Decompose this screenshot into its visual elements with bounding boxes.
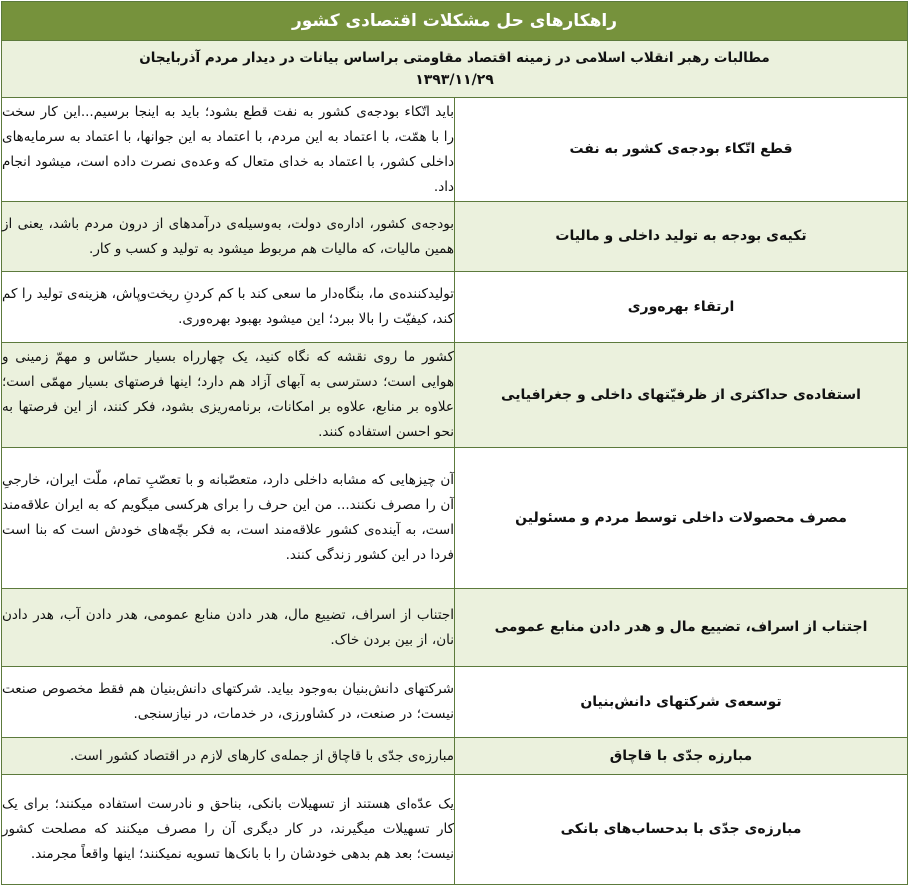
table-row: [2, 738, 908, 775]
table-row: [2, 272, 908, 343]
row-heading: مصرف محصولات داخلی توسط مردم و مسئولین: [455, 448, 908, 589]
row-text: بودجه‌ی کشور، اداره‌ی دولت، به‌وسیله‌ی درآمدهای از درون مردم باشد، یعنی از همین مالیات، که مالیات هم مربوط میشود به تولید و کسب و کار.: [2, 202, 455, 272]
table-row: [2, 589, 908, 667]
table-title: راهکارهای حل مشکلات اقتصادی کشور: [2, 2, 908, 41]
row-heading: اجتناب از اسراف، تضییع مال و هدر دادن منابع عمومی: [455, 589, 908, 667]
row-heading: مبارزه جدّی با قاچاق: [455, 738, 908, 775]
table-row: [2, 98, 908, 202]
row-text: یک عدّه‌ای هستند از تسهیلات بانکی، بناحق و نادرست استفاده میکنند؛ برای یک کار تسهیلات میگیرند، در کار دیگری آن را مصرف میکنند که مصلحت کشور نیست؛ بعد هم بدهی خودشان را با بانک‌ها تسویه نمیکنند؛ اینها واقعاً مجرمند.: [2, 775, 455, 885]
subtitle-text: مطالبات رهبر انقلاب اسلامی در زمینه اقتصاد مقاومتی براساس بیانات در دیدار مردم آذربایجان: [139, 50, 770, 66]
table-subtitle: [2, 41, 908, 98]
row-heading: قطع اتّکاء بودجه‌ی کشور به نفت: [455, 98, 908, 202]
table-row: [2, 202, 908, 272]
row-text: آن چیزهایی که مشابه داخلی دارد، متعصّبانه و با تعصّبِ تمام، ملّت ایران، خارجیِ آن را مصرف نکنند... من این حرف را برای هرکسی میگویم که به ایران علاقه‌مند است، به آینده‌ی کشور علاقه‌مند است، به فکر بچّه‌های خودش است که بنا است فردا در این کشور زندگی کنند.: [2, 448, 455, 589]
economic-solutions-table: [1, 1, 908, 885]
table-row: [2, 448, 908, 589]
row-heading: توسعه‌ی شرکتهای دانش‌بنیان: [455, 667, 908, 738]
row-text: کشور ما روی نقشه که نگاه کنید، یک چهارراه بسیار حسّاس و مهمّ زمینی و هوایی است؛ دسترسی به آبهای آزاد هم دارد؛ اینها فرصتهای بسیار مهمّی است؛ علاوه بر منابع، علاوه بر امکانات، برنامه‌ریزی بشود، فکر کنند، از این فرصتها به نحو احسن استفاده کنند.: [2, 343, 455, 448]
table-row: [2, 343, 908, 448]
row-text: باید اتّکاء بودجه‌ی کشور به نفت قطع بشود؛ باید به اینجا برسیم...این کار سخت را با همّت، با اعتماد به این مردم، با اعتماد به این جوانها، با اعتماد به سرمایه‌های داخلی کشور، با اعتماد به خدای متعال که وعده‌ی نصرت داده است، میشود انجام داد.: [2, 98, 455, 202]
row-heading: تکیه‌ی بودجه به تولید داخلی و مالیات: [455, 202, 908, 272]
table-row: [2, 667, 908, 738]
speech-date: ۱۳۹۳/۱۱/۲۹: [415, 72, 494, 88]
row-text: شرکتهای دانش‌بنیان به‌وجود بیاید. شرکتهای دانش‌بنیان هم فقط مخصوص صنعت نیست؛ در صنعت، در کشاورزی، در خدمات، در نیازسنجی.: [2, 667, 455, 738]
row-text: اجتناب از اسراف، تضییع مال، هدر دادن منابع عمومی، هدر دادن آب، هدر دادن نان، از بین بردن خاک.: [2, 589, 455, 667]
row-text: مبارزه‌ی جدّی با قاچاق از جمله‌ی کارهای لازم در اقتصاد کشور است.: [2, 738, 455, 775]
row-heading: استفاده‌ی حداکثری از ظرفیّتهای داخلی و جغرافیایی: [455, 343, 908, 448]
row-heading: ارتقاء بهره‌وری: [455, 272, 908, 343]
row-text: تولیدکننده‌ی ما، بنگاه‌دار ما سعی کند با کم کردنِ ریخت‌وپاش، هزینه‌ی تولید را کم کند، کیفیّت را بالا ببرد؛ این میشود بهبود بهره‌وری.: [2, 272, 455, 343]
row-heading: مبارزه‌ی جدّی با بدحساب‌های بانکی: [455, 775, 908, 885]
table-row: [2, 775, 908, 885]
